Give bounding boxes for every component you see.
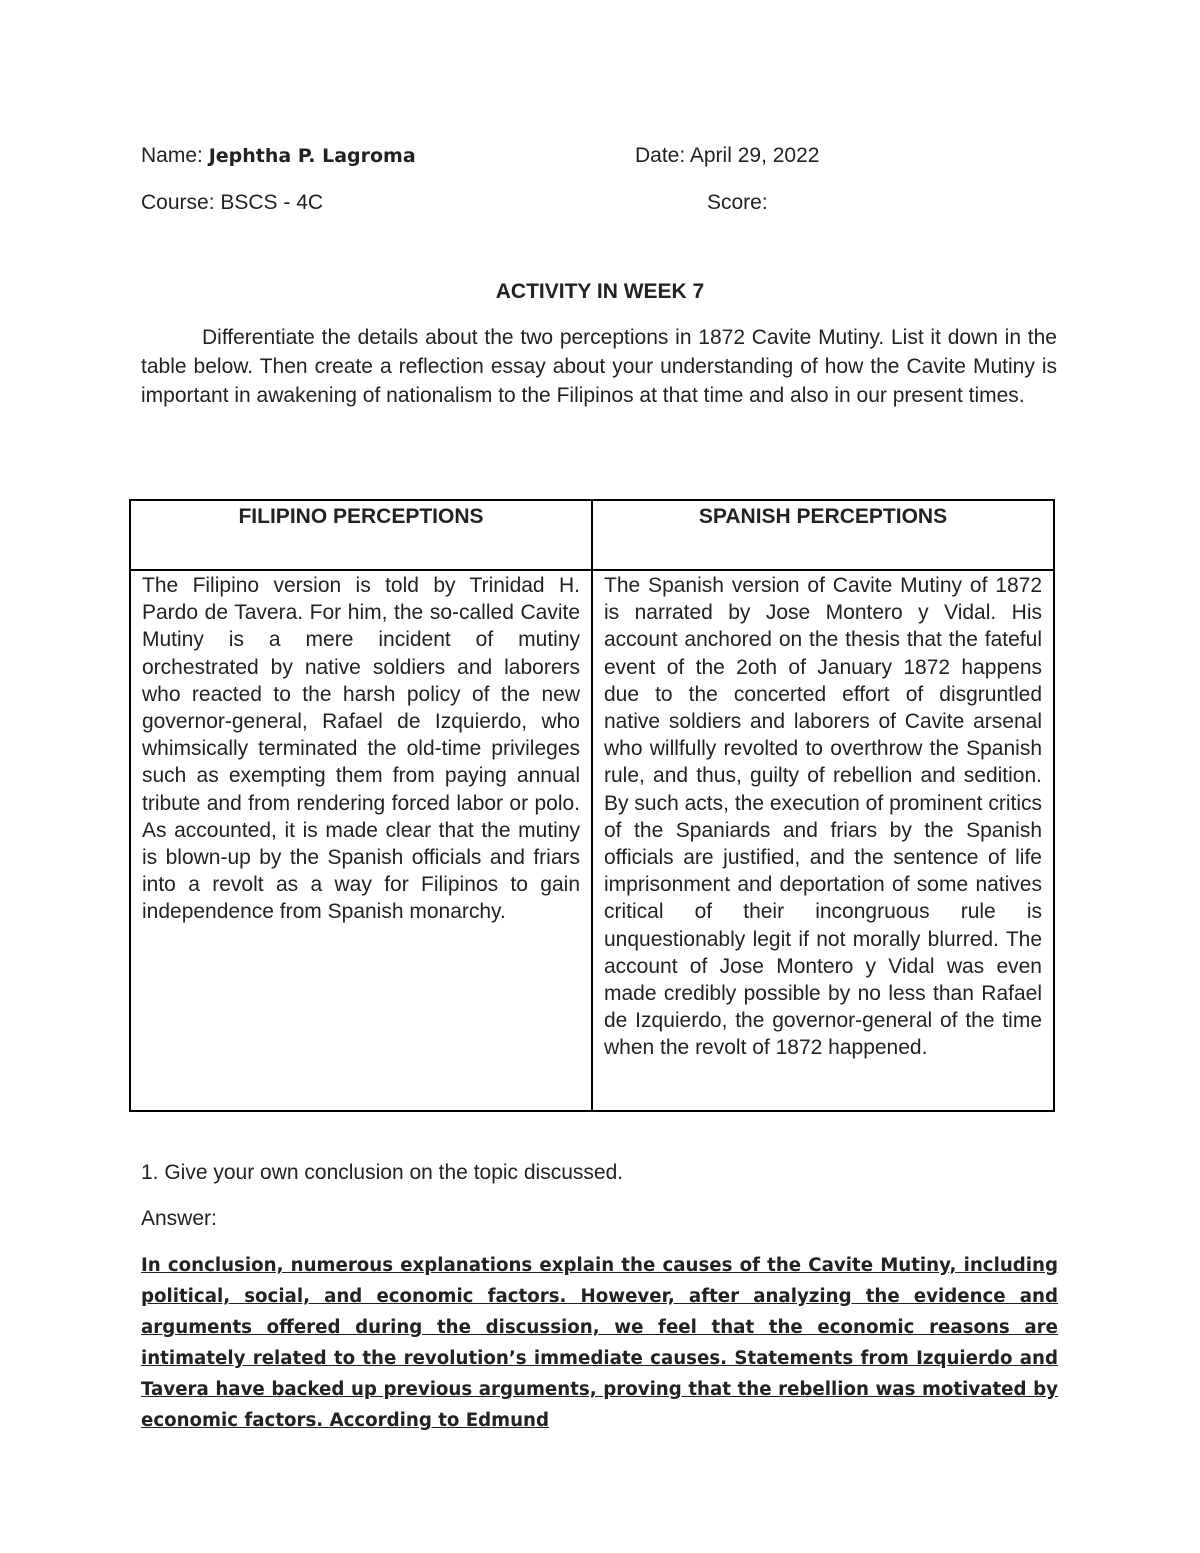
filipino-perceptions-header: FILIPINO PERCEPTIONS bbox=[130, 500, 592, 570]
name-line bbox=[141, 143, 416, 169]
name-value: Jephtha P. Lagroma bbox=[208, 145, 416, 167]
answer-paragraph: In conclusion, numerous explanations explain the causes of the Cavite Mutiny, including political, social, and economic factors. However, after analyzing the evidence and arguments offered during the discussion, we feel that the economic reasons are intimately related to the revolution’s immediate causes. Statements from Izquierdo and Tavera have backed up previous arguments, proving that the rebellion was motivated by economic factors. According to Edmund bbox=[141, 1255, 1058, 1431]
table-header-row bbox=[130, 500, 1054, 570]
course-label: Course: bbox=[141, 191, 221, 214]
filipino-perceptions-cell: The Filipino version is told by Trinidad H. Pardo de Tavera. For him, the so-called Cavite Mutiny is a mere incident of mutiny orchestrated by native soldiers and laborers who reacted to the harsh policy of the new governor-general, Rafael de Izquierdo, who whimsically terminated the old-time privileges such as exempting them from paying annual tribute and from rendering forced labor or polo. As accounted, it is made clear that the mutiny is blown-up by the Spanish officials and friars into a revolt as a way for Filipinos to gain independence from Spanish monarchy. bbox=[130, 570, 592, 1111]
course-value: BSCS - 4C bbox=[220, 191, 324, 214]
spanish-perceptions-cell: The Spanish version of Cavite Mutiny of 1872 is narrated by Jose Montero y Vidal. His account anchored on the thesis that the fateful event of the 2oth of January 1872 happens due to the concerted effort of disgruntled native soldiers and laborers of Cavite arsenal who willfully revolted to overthrow the Spanish rule, and thus, guilty of rebellion and sedition. By such acts, the execution of prominent critics of the Spaniards and friars by the Spanish officials are justified, and the sentence of life imprisonment and deportation of some natives critical of their incongruous rule is unquestionably legit if not morally blurred. The account of Jose Montero y Vidal was even made credibly possible by no less than Rafael de Izquierdo, the governor-general of the time when the revolt of 1872 happened. bbox=[592, 570, 1054, 1111]
name-label: Name: bbox=[141, 144, 209, 167]
instructions-paragraph: Differentiate the details about the two perceptions in 1872 Cavite Mutiny. List it down in the table below. Then create a reflection essay about your understanding of how the Cavite Mutiny is important in awakening of nationalism to the Filipinos at that time and also in our present times. bbox=[141, 326, 1057, 407]
date-line bbox=[635, 143, 819, 169]
page-title: ACTIVITY IN WEEK 7 bbox=[495, 280, 705, 303]
score-label: Score: bbox=[707, 191, 768, 214]
answer-label: Answer: bbox=[141, 1207, 217, 1230]
date-value: April 29, 2022 bbox=[689, 144, 820, 167]
question-1: 1. Give your own conclusion on the topic discussed. bbox=[141, 1161, 624, 1184]
score-line bbox=[707, 190, 768, 216]
perceptions-table bbox=[129, 499, 1055, 1112]
course-line bbox=[141, 190, 323, 216]
table-row bbox=[130, 570, 1054, 1111]
spanish-perceptions-header: SPANISH PERCEPTIONS bbox=[592, 500, 1054, 570]
date-label: Date: bbox=[635, 144, 690, 167]
